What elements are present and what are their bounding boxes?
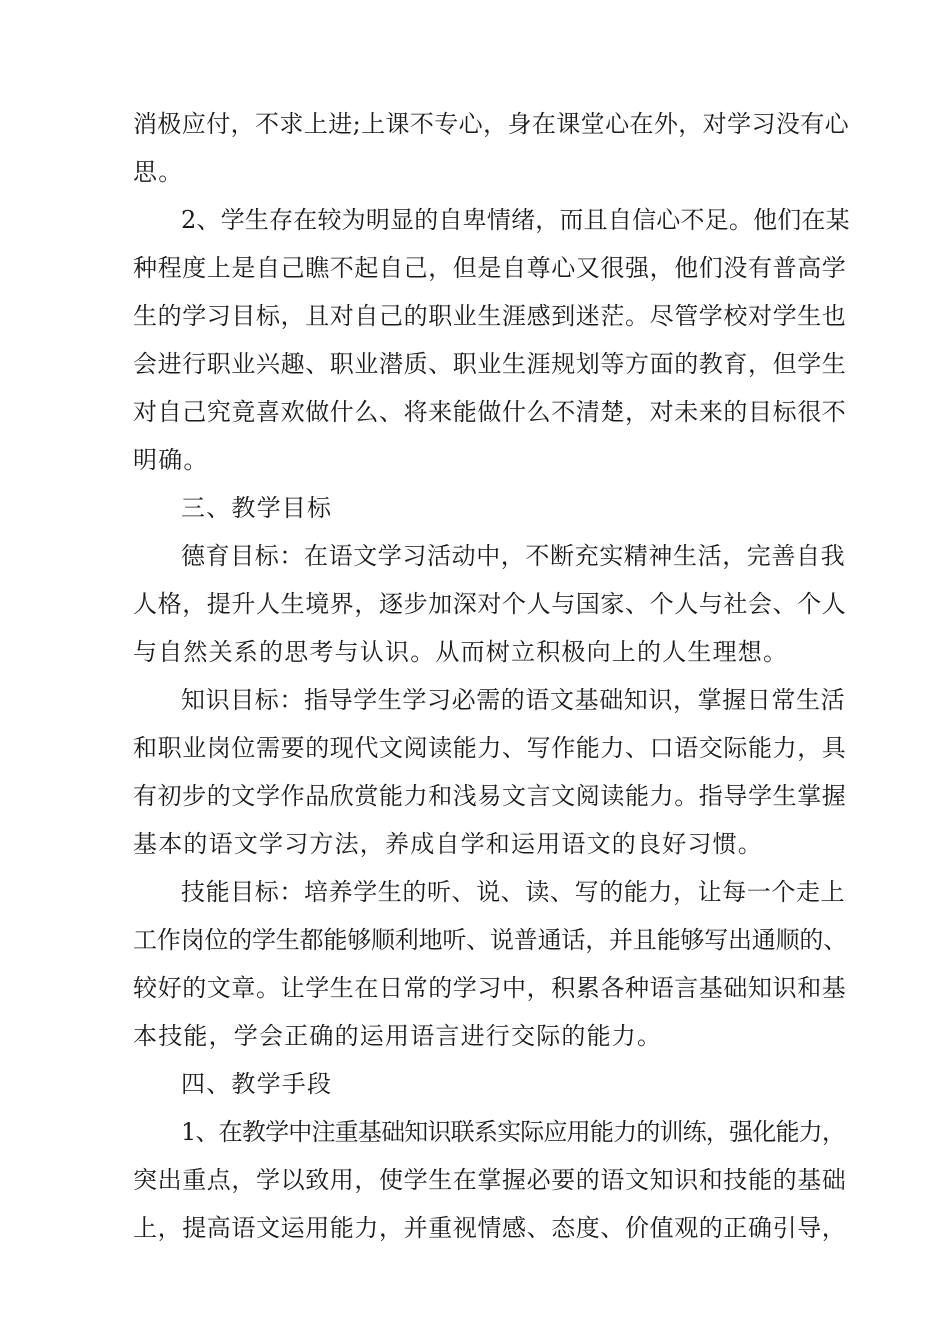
text-line-13: 知识目标：指导学生学习必需的语文基础知识，掌握日常生活	[181, 686, 846, 714]
text-line-3: 2、学生存在较为明显的自卑情绪，而且自信心不足。他们在某	[181, 206, 850, 234]
section-heading-teaching-goals: 三、教学目标	[181, 494, 333, 522]
text-line-1: 消极应付，不求上进;上课不专心，身在课堂心在外，对学习没有心	[133, 110, 850, 138]
text-line-6: 会进行职业兴趣、职业潜质、职业生涯规划等方面的教育，但学生	[133, 350, 847, 378]
section-heading-teaching-methods: 四、教学手段	[181, 1070, 333, 1098]
text-line-4: 种程度上是自己瞧不起自己，但是自尊心又很强，他们没有普高学	[133, 254, 847, 282]
text-line-18: 工作岗位的学生都能够顺利地听、说普通话，并且能够写出通顺的、	[133, 926, 847, 954]
text-line-2: 思。	[133, 158, 184, 186]
text-line-17: 技能目标：培养学生的听、说、读、写的能力，让每一个走上	[181, 878, 846, 906]
text-line-24: 上，提高语文运用能力，并重视情感、态度、价值观的正确引导，	[133, 1214, 847, 1242]
text-line-19: 较好的文章。让学生在日常的学习中，积累各种语言基础知识和基	[133, 974, 847, 1002]
text-line-10: 德育目标：在语文学习活动中，不断充实精神生活，完善自我	[181, 542, 846, 570]
text-line-7: 对自己究竟喜欢做什么、将来能做什么不清楚，对未来的目标很不	[133, 398, 847, 426]
text-line-15: 有初步的文学作品欣赏能力和浅易文言文阅读能力。指导学生掌握	[133, 782, 847, 810]
text-line-22: 1、在教学中注重基础知识联系实际应用能力的训练，强化能力，	[181, 1118, 846, 1146]
text-line-8: 明确。	[133, 446, 209, 474]
text-line-14: 和职业岗位需要的现代文阅读能力、写作能力、口语交际能力，具	[133, 734, 847, 762]
text-line-23: 突出重点，学以致用，使学生在掌握必要的语文知识和技能的基础	[133, 1166, 847, 1194]
text-line-11: 人格，提升人生境界，逐步加深对个人与国家、个人与社会、个人	[133, 590, 847, 618]
text-line-16: 基本的语文学习方法，养成自学和运用语文的良好习惯。	[133, 830, 763, 858]
text-line-5: 生的学习目标，且对自己的职业生涯感到迷茫。尽管学校对学生也	[133, 302, 847, 330]
text-line-12: 与自然关系的思考与认识。从而树立积极向上的人生理想。	[133, 638, 789, 666]
text-line-20: 本技能，学会正确的运用语言进行交际的能力。	[133, 1022, 663, 1050]
